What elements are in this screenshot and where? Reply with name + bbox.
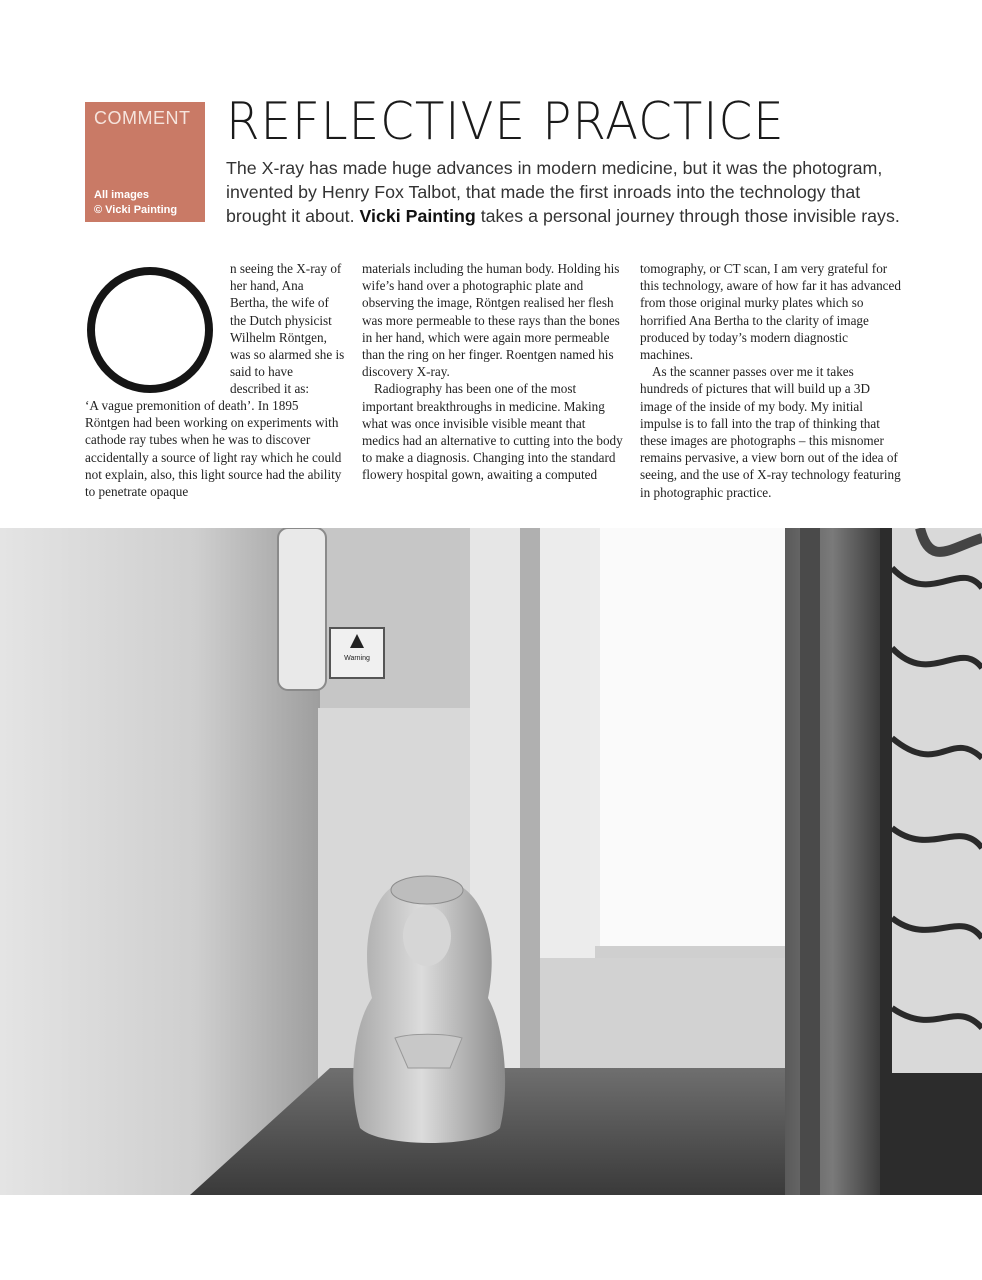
drop-cap-letter: O [149, 330, 151, 331]
image-credit [94, 188, 177, 218]
paragraph: tomography, or CT scan, I am very grateful for this technology, aware of how far it has advanced from those original murky plates which so horrified Ana Bertha to the clarity of image produced by today’s modern diagnostic machines. [640, 261, 901, 363]
standfirst [226, 156, 916, 228]
standfirst-end: takes a personal journey through those invisible rays. [475, 206, 900, 226]
column-2 [362, 260, 624, 484]
paragraph: Radiography has been one of the most important breakthroughs in medicine. Making what was once invisible visible meant that medics had an alternative to cutting into the body to make a diagnosis. Changing into the standard flowery hospital gown, awaiting a computed [362, 381, 623, 483]
paragraph: materials including the human body. Holding his wife’s hand over a photographic plate and observing the image, Röntgen realised her flesh was more permeable to these rays than the bones in her hand, which were again more permeable than the ring on her finger. Roentgen named his discovery X-ray. [362, 261, 620, 380]
column-1-bottom [85, 397, 345, 500]
madonna-figurine-photo [0, 528, 982, 1195]
section-label-box [85, 102, 205, 222]
paragraph: As the scanner passes over me it takes hundreds of pictures that will build up a 3D image of the inside of my body. My initial impulse is to fall into the trap of thinking that these images are photographs – this misnomer remains pervasive, a view born out of the idea of seeing, and the use of X-ray technology featuring in photographic practice. [640, 364, 901, 500]
credit-line-2: © Vicki Painting [94, 204, 178, 216]
paragraph: n seeing the X-ray of her hand, Ana Bertha, the wife of the Dutch physicist Wilhelm Röntgen, was so alarmed she is said to have described it as: [230, 261, 345, 397]
paragraph: ‘A vague premonition of death’. In 1895 Röntgen had been working on experiments with cathode ray tubes when he was to discover accidentally a source of light ray which he could not explain, also, this light source had the ability to penetrate opaque [85, 398, 342, 500]
credit-line-1: All images [94, 189, 150, 201]
page-title: REFLECTIVE PRACTICE [226, 92, 785, 152]
drop-cap [86, 266, 214, 394]
column-3 [640, 260, 902, 501]
standfirst-author: Vicki Painting [359, 206, 476, 226]
column-1-top [230, 260, 345, 398]
section-label: COMMENT [94, 108, 191, 128]
feature-photograph [0, 528, 982, 1195]
standfirst-text: The X-ray has made huge advances in modern medicine, but it was the photogram, invented by Henry Fox Talbot, that made the first inroads into the technology that brought it about. [226, 158, 883, 226]
warning-sign-text: Warning [344, 655, 370, 662]
